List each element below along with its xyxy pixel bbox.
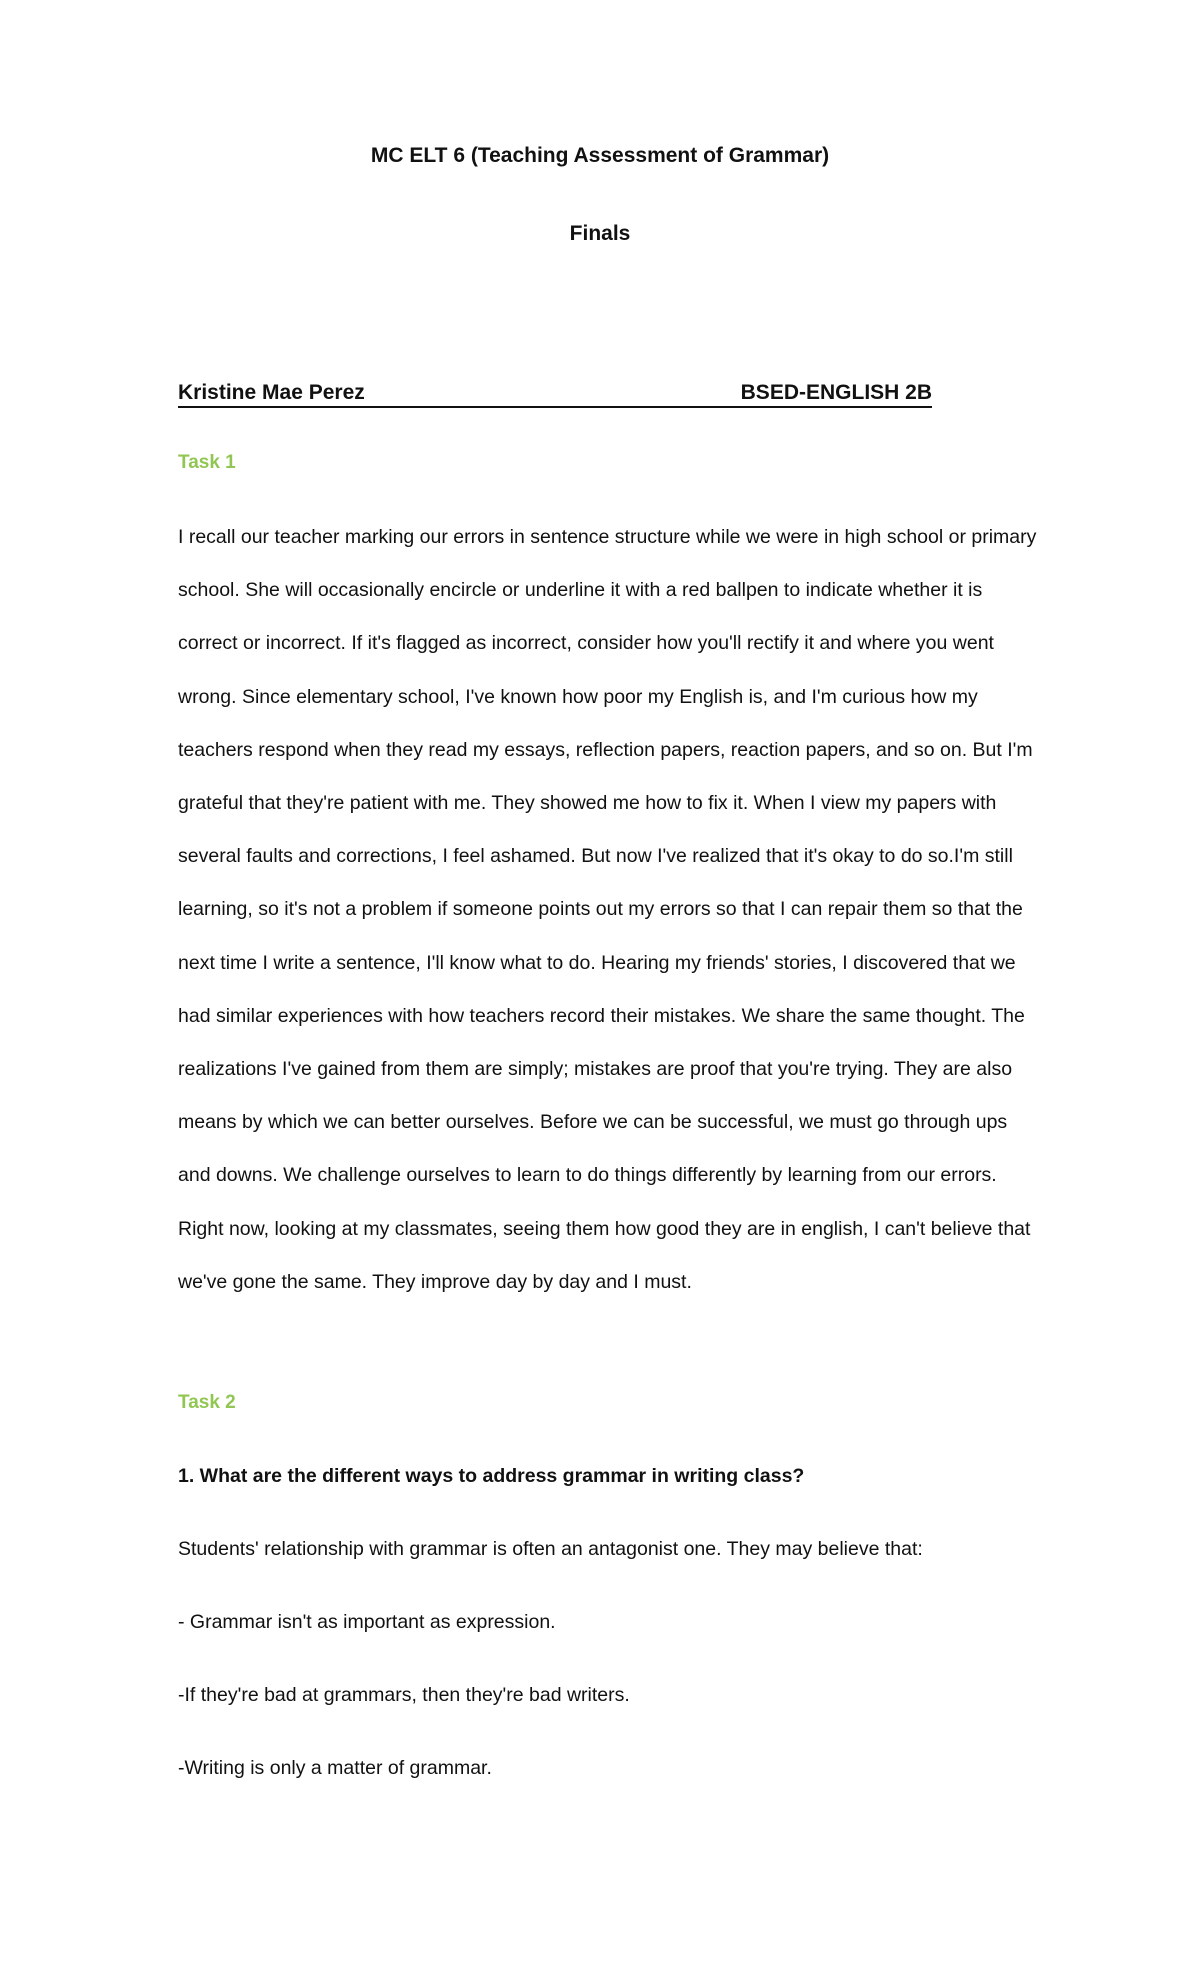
belief-item: -If they're bad at grammars, then they're bad writers.: [178, 1684, 630, 1706]
task-2-intro: Students' relationship with grammar is often an antagonist one. They may believe that:: [178, 1538, 923, 1560]
belief-item: -Writing is only a matter of grammar.: [178, 1757, 492, 1779]
student-info-line: [178, 376, 932, 408]
course-title: MC ELT 6 (Teaching Assessment of Grammar): [370, 144, 830, 167]
task-1-paragraph: I recall our teacher marking our errors in sentence structure while we were in high school or primary school. She will occasionally encircle or underline it with a red ballpen to indicate whether it is correct or incorrect. If it's flagged as incorrect, consider how you'll rectify it and where you went wrong. Since elementary school, I've known how poor my English is, and I'm curious how my teachers respond when they read my essays, reflection papers, reaction papers, and so on. But I'm grateful that they're patient with me. They showed me how to fix it. When I view my papers with several faults and corrections, I feel ashamed. But now I've realized that it's okay to do so.I'm still learning, so it's not a problem if someone points out my errors so that I can repair them so that the next time I write a sentence, I'll know what to do. Hearing my friends' stories, I discovered that we had similar experiences with how teachers record their mistakes. We share the same thought. The realizations I've gained from them are simply; mistakes are proof that you're trying. They are also means by which we can better ourselves. Before we can be successful, we must go through ups and downs. We challenge ourselves to learn to do things differently by learning from our errors. Right now, looking at my classmates, seeing them how good they are in english, I can't believe that we've gone the same. They improve day by day and I must.: [178, 526, 1037, 1293]
task-1-heading: Task 1: [178, 452, 236, 473]
student-name: Kristine Mae Perez: [178, 381, 365, 404]
task-2-heading: Task 2: [178, 1392, 236, 1413]
task-2-question: 1. What are the different ways to address grammar in writing class?: [178, 1465, 805, 1487]
exam-title: Finals: [569, 222, 631, 245]
belief-item: - Grammar isn't as important as expression.: [178, 1611, 556, 1633]
student-section: BSED-ENGLISH 2B: [740, 381, 932, 404]
